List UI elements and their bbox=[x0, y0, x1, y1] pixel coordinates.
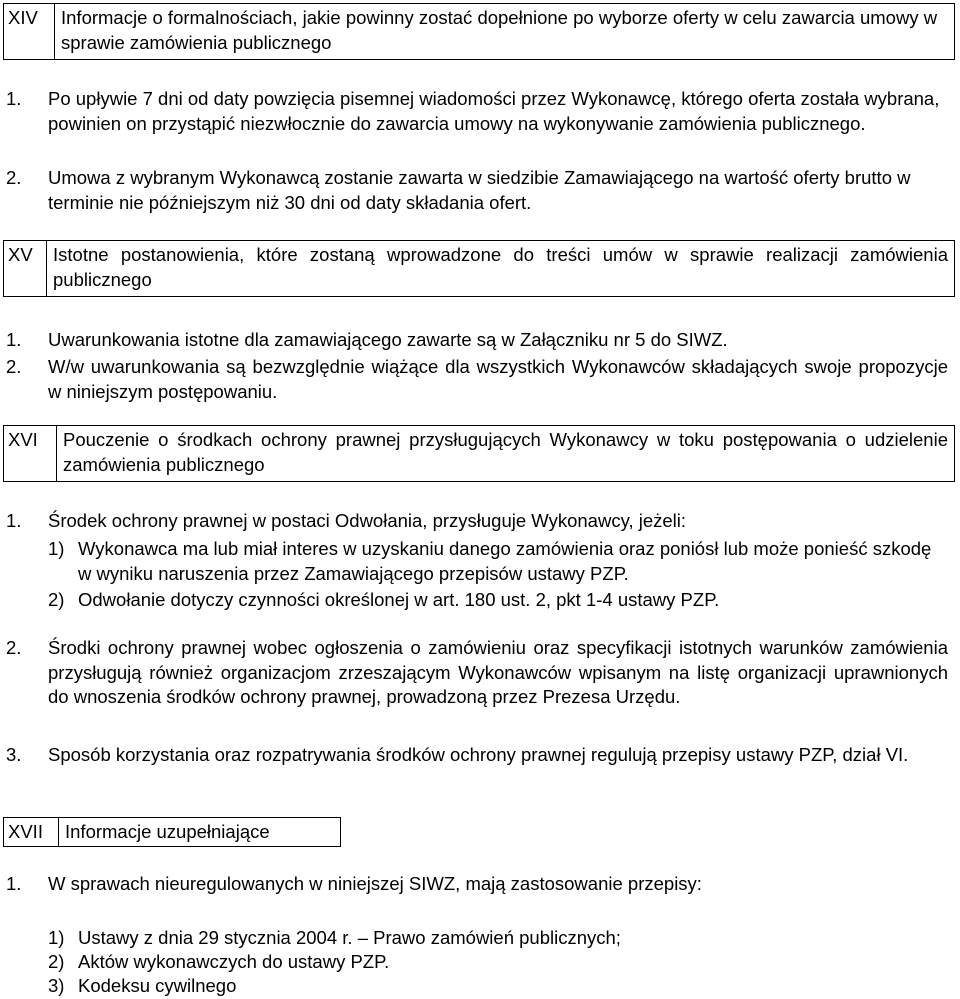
section-number: XVI bbox=[4, 426, 57, 481]
list-item bbox=[6, 87, 948, 136]
sub-item-number: 2) bbox=[48, 589, 65, 610]
sub-item-text: Aktów wykonawczych do ustawy PZP. bbox=[78, 951, 390, 972]
list-item bbox=[6, 328, 948, 353]
item-number: 2. bbox=[6, 167, 22, 188]
item-text: Sposób korzystania oraz rozpatrywania środków ochrony prawnej regulują przepisy ustawy PZP, dział VI. bbox=[48, 744, 909, 765]
item-text: Po upływie 7 dni od daty powzięcia pisemnej wiadomości przez Wykonawcę, którego oferta została wybrana, powinien on przystąpić niezwłocznie do zawarcia umowy na wykonywanie zamówienia publicznego. bbox=[48, 88, 940, 134]
sub-item-text: Ustawy z dnia 29 stycznia 2004 r. – Prawo zamówień publicznych; bbox=[78, 927, 621, 948]
section-xiv-header bbox=[3, 3, 955, 60]
section-number: XVII bbox=[4, 818, 59, 846]
list-item bbox=[6, 636, 948, 710]
item-text: W sprawach nieuregulowanych w niniejszej SIWZ, mają zastosowanie przepisy: bbox=[48, 873, 702, 894]
section-xvii-header bbox=[3, 817, 341, 847]
item-number: 2. bbox=[6, 356, 22, 377]
sub-item-text: Kodeksu cywilnego bbox=[78, 975, 237, 996]
list-item bbox=[6, 355, 948, 404]
section-xv-header bbox=[3, 240, 955, 297]
sub-list-item bbox=[48, 588, 948, 613]
section-title: Pouczenie o środkach ochrony prawnej przysługujących Wykonawcy w toku postępowania o udzielenie zamówienia publicznego bbox=[63, 429, 948, 475]
sub-item-number: 1) bbox=[48, 538, 65, 559]
sub-list-item bbox=[48, 974, 948, 999]
sub-item-number: 2) bbox=[48, 951, 65, 972]
item-number: 1. bbox=[6, 873, 22, 894]
sub-item-number: 3) bbox=[48, 975, 65, 996]
sub-item-text: Odwołanie dotyczy czynności określonej w art. 180 ust. 2, pkt 1-4 ustawy PZP. bbox=[78, 589, 720, 610]
list-item bbox=[6, 509, 948, 534]
sub-list-item bbox=[48, 537, 948, 586]
sub-item-number: 1) bbox=[48, 927, 65, 948]
sub-list-item bbox=[48, 950, 948, 975]
item-text: Uwarunkowania istotne dla zamawiającego zawarte są w Załączniku nr 5 do SIWZ. bbox=[48, 329, 728, 350]
section-title: Informacje uzupełniające bbox=[65, 821, 270, 842]
item-text: Środki ochrony prawnej wobec ogłoszenia o zamówieniu oraz specyfikacji istotnych warunków zamówienia przysługują również organizacjom zrzeszającym Wykonawców wpisanym na listę organizacji uprawnionych do wnoszenia środków ochrony prawnej, prowadzoną przez Prezesa Urzędu. bbox=[48, 637, 948, 707]
item-number: 1. bbox=[6, 329, 22, 350]
sub-list-item bbox=[48, 926, 948, 951]
section-title: Istotne postanowienia, które zostaną wprowadzone do treści umów w sprawie realizacji zamówienia publicznego bbox=[53, 244, 948, 290]
section-xvi-header bbox=[3, 425, 955, 482]
item-text: Umowa z wybranym Wykonawcą zostanie zawarta w siedzibie Zamawiającego na wartość oferty brutto w terminie nie późniejszym niż 30 dni od daty składania ofert. bbox=[48, 167, 911, 213]
section-title: Informacje o formalnościach, jakie powinny zostać dopełnione po wyborze oferty w celu zawarcia umowy w sprawie zamówienia publicznego bbox=[61, 7, 938, 53]
list-item bbox=[6, 743, 948, 768]
item-number: 1. bbox=[6, 88, 22, 109]
list-item bbox=[6, 166, 948, 215]
item-text: Środek ochrony prawnej w postaci Odwołania, przysługuje Wykonawcy, jeżeli: bbox=[48, 510, 687, 531]
section-number: XV bbox=[4, 241, 47, 296]
item-number: 2. bbox=[6, 637, 22, 658]
sub-item-text: Wykonawca ma lub miał interes w uzyskaniu danego zamówienia oraz poniósł lub może ponieść szkodę w wyniku naruszenia przez Zamawiającego przepisów ustawy PZP. bbox=[78, 538, 932, 584]
section-number: XIV bbox=[4, 4, 55, 59]
item-text: W/w uwarunkowania są bezwzględnie wiążące dla wszystkich Wykonawców składających swoje propozycje w niniejszym postępowaniu. bbox=[48, 356, 948, 402]
item-number: 3. bbox=[6, 744, 22, 765]
list-item bbox=[6, 872, 948, 897]
item-number: 1. bbox=[6, 510, 22, 531]
